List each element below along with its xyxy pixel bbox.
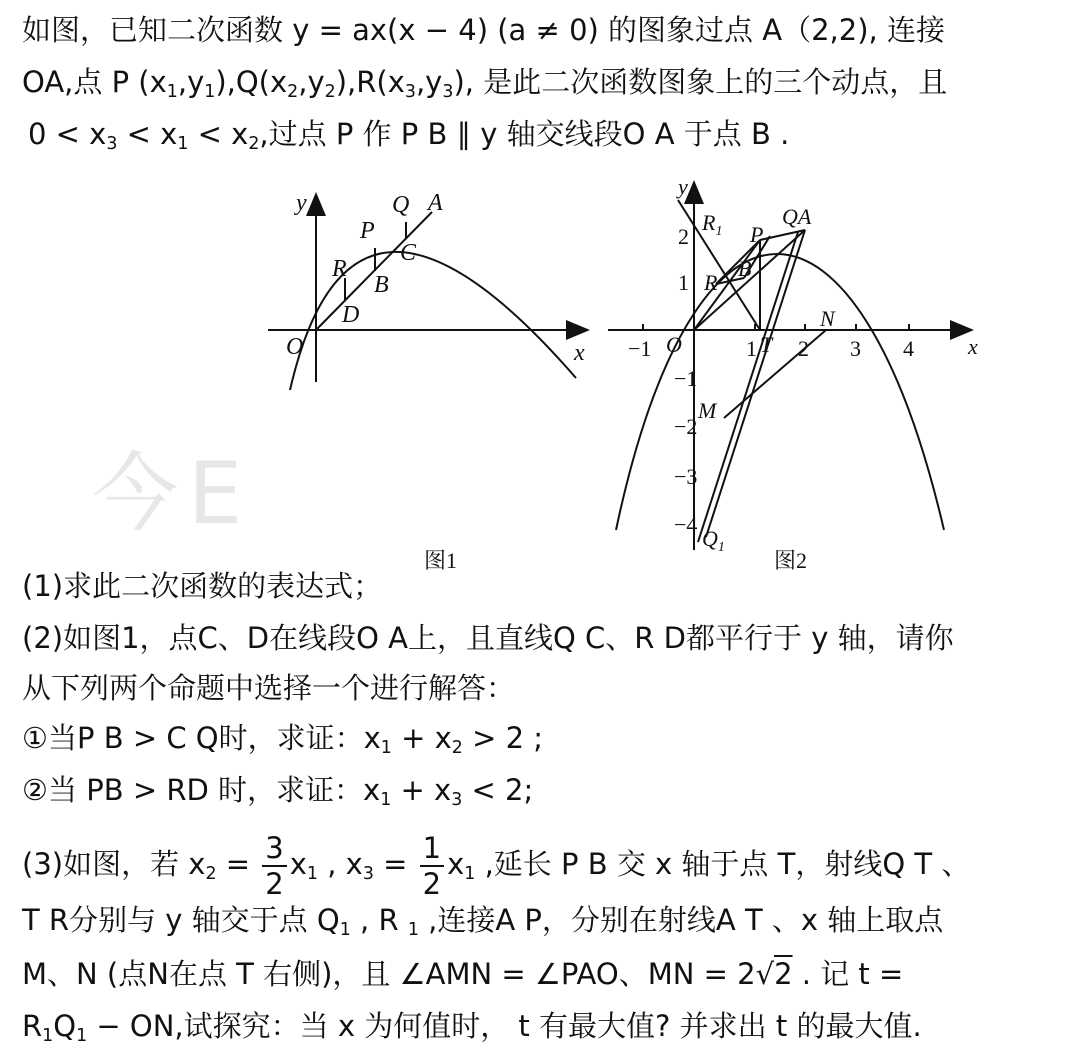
question-3-line-1: (3)如图，若 $x_2$ = $\frac{3}{2}$ $x_1$ , $x_3$ = $\frac{1}{2}$ $x_1$ ,延长 P B 交 x 轴于点 T，射线Q T 、 — [22, 831, 971, 901]
fig1-label-D: D — [342, 302, 360, 328]
fig2-ray-AT — [706, 230, 805, 537]
fig2-xtick-label: 4 — [903, 336, 914, 361]
sqrt-symbol: √ — [755, 957, 775, 991]
fraction-three-halves: $\frac{3}{2}$ — [262, 831, 286, 901]
fig1-label-R: R — [332, 256, 347, 282]
fig1-label-y: y — [296, 190, 307, 216]
fig2-ytick-label: −4 — [674, 512, 698, 537]
question-1: (1)求此二次函数的表达式； — [22, 569, 383, 603]
question-2-line-2: 从下列两个命题中选择一个进行解答： — [22, 671, 516, 705]
question-2-option-1: ①当P B > C Q时，求证：$x_1 + x_2 > 2$ ; — [22, 721, 544, 758]
fig1-label-Q: Q — [392, 192, 410, 218]
fig1-label-B: B — [374, 272, 389, 298]
fig1-label-O: O — [286, 334, 304, 360]
fig2-ytick-label: −3 — [674, 464, 698, 489]
question-2-line-1: (2)如图1，点C、D在线段O A上，且直线Q C、R D都平行于 y 轴，请你 — [22, 621, 954, 655]
fig2-ytick-label: −1 — [674, 366, 698, 391]
watermark: 今E — [92, 444, 253, 544]
figure-2 — [598, 172, 998, 580]
fig2-label-P: P — [750, 222, 764, 247]
problem-intro-line-3: $0 < x_3 < x_1 < x_2$,过点 P 作 P B ∥ y 轴交线段O A 于点 B . — [28, 117, 790, 154]
fig2-xtick-label: 3 — [850, 336, 861, 361]
fig2-label-Q1: $Q_1$ — [702, 526, 725, 555]
fig2-label-R: R — [704, 270, 718, 295]
fraction-one-half: $\frac{1}{2}$ — [420, 831, 444, 901]
figure-1 — [258, 180, 598, 580]
question-3-line-3: M、N (点N在点 T 右侧)，且 ∠AMN = ∠PAO、MN = 2√2 . 记 t = — [22, 957, 904, 991]
fig2-xtick-label: 1 — [746, 336, 757, 361]
fig1-label-P: P — [360, 218, 375, 244]
fig2-parabola — [616, 254, 944, 530]
fig2-label-y: y — [678, 174, 688, 199]
problem-intro-line-2: OA,点 P $(x_1,y_1),Q(x_2,y_2),R(x_3,y_3)$, 是此二次函数图象上的三个动点，且 — [22, 65, 948, 102]
fig2-label-B: B — [738, 256, 752, 281]
fig2-label-O: O — [666, 332, 682, 357]
fig2-xtick-label: 2 — [798, 336, 809, 361]
fig1-label-A: A — [428, 190, 443, 216]
fig2-label-R1: $R_1$ — [702, 210, 723, 239]
question-3-line-2: T R分别与 y 轴交于点 $Q_1$ , R $_1$ ,连接A P，分别在射线A T 、x 轴上取点 — [22, 903, 944, 940]
fig2-label-A: QA — [782, 204, 812, 229]
fig1-label-C: C — [400, 240, 417, 266]
fig2-ytick-label: −2 — [674, 414, 698, 439]
question-2-option-2: ②当 PB > RD 时，求证：$x_1 + x_3 < 2$; — [22, 773, 534, 810]
fig2-xtick-label: −1 — [628, 336, 652, 361]
fig2-segment-MN — [724, 330, 826, 418]
fig2-label-x: x — [968, 334, 978, 359]
fig2-ytick-label: 2 — [678, 224, 689, 249]
question-3-line-4: $R_1Q_1$ − ON,试探究：当 x 为何值时， t 有最大值? 并求出 t 的最大值. — [22, 1009, 922, 1046]
fig2-label-N: N — [820, 306, 835, 331]
fig1-label-x: x — [574, 340, 585, 366]
fig2-label-M: M — [698, 398, 717, 423]
fig2-ytick-label: 1 — [678, 270, 689, 295]
problem-intro-line-1: 如图，已知二次函数 y = ax(x − 4) (a ≠ 0) 的图象过点 A（2,2), 连接 — [22, 13, 945, 47]
fig2-caption: 图2 — [774, 548, 808, 573]
fig2-label-T: T — [760, 332, 773, 357]
fig1-caption: 图1 — [424, 548, 458, 573]
